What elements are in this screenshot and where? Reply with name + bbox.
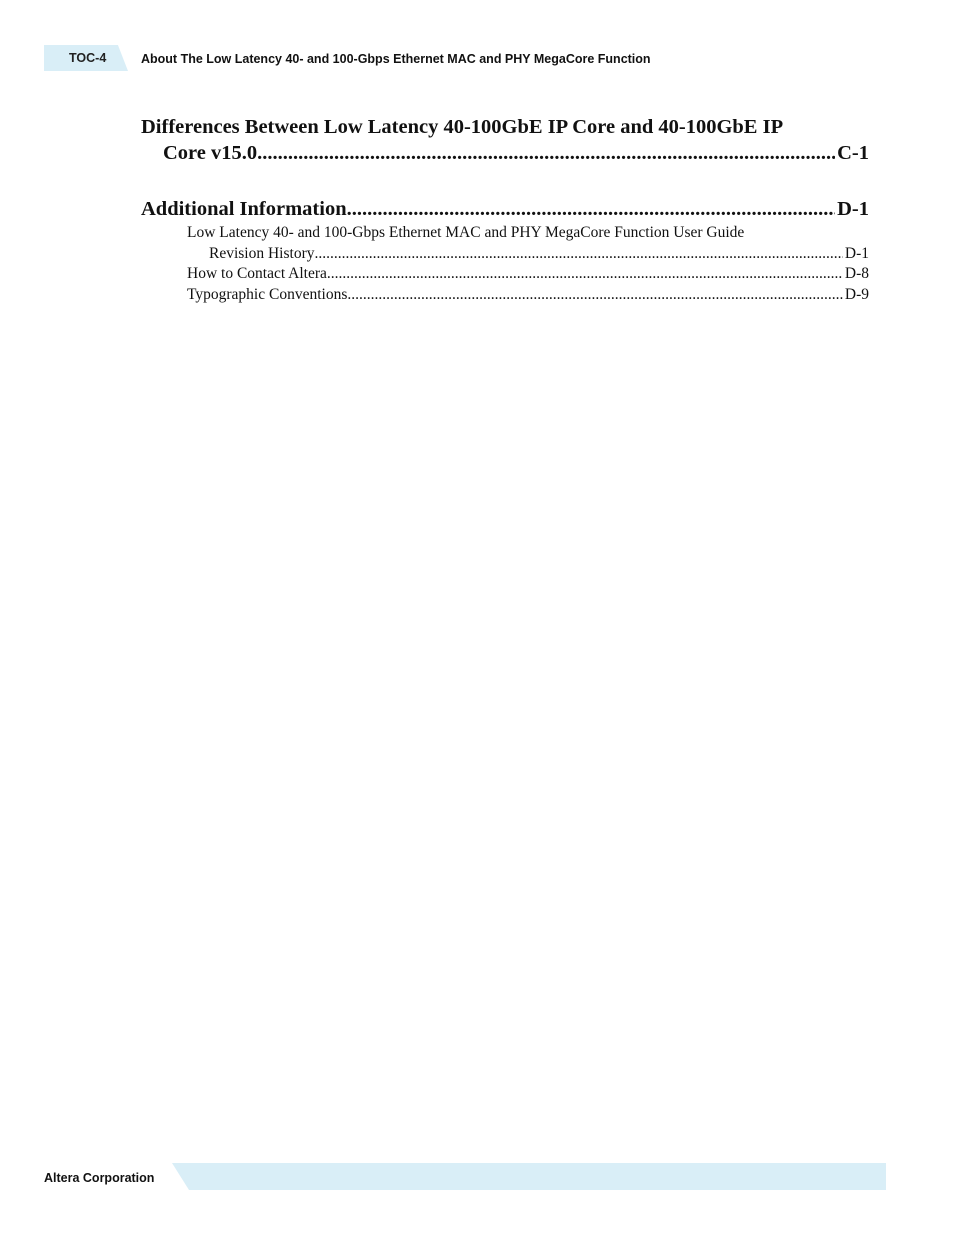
footer-company: Altera Corporation xyxy=(44,1171,155,1185)
toc-section-page: D-9 xyxy=(844,285,869,303)
dot-leader xyxy=(327,264,843,285)
toc-section-page: D-1 xyxy=(844,244,869,262)
toc-chapter-c-title-line1: Differences Between Low Latency 40-100GbE IP Core and 40-100GbE IP xyxy=(141,116,784,138)
toc-section-title-line1: Low Latency 40- and 100-Gbps Ethernet MAC and PHY MegaCore Function User Guide xyxy=(187,224,745,241)
toc-section-page: D-8 xyxy=(844,265,869,282)
dot-leader xyxy=(315,244,843,265)
document-title: About The Low Latency 40- and 100-Gbps Ethernet MAC and PHY MegaCore Function xyxy=(141,52,651,66)
toc-chapter-c-title-line2: Core v15.0 xyxy=(163,142,258,164)
footer-bar xyxy=(172,1163,886,1190)
toc-chapter-c-page: C-1 xyxy=(837,142,869,164)
toc-chapter-d-sections xyxy=(141,223,869,305)
toc-section-title: How to Contact Altera xyxy=(187,265,327,282)
toc-chapter-d-title: Additional Information xyxy=(141,198,347,220)
dot-leader xyxy=(347,196,836,222)
toc-section-title-line2: Revision History xyxy=(209,244,315,262)
dot-leader xyxy=(347,285,843,306)
toc-section-typographic-conventions[interactable] xyxy=(187,285,869,306)
toc-chapter-d[interactable] xyxy=(141,196,869,222)
toc-section-title: Typographic Conventions xyxy=(187,285,348,303)
toc-page-label: TOC-4 xyxy=(69,51,107,65)
toc-section-contact-altera[interactable] xyxy=(187,264,869,285)
toc-section-revision-history[interactable] xyxy=(187,223,869,264)
toc-chapter-d-page: D-1 xyxy=(837,198,869,220)
dot-leader xyxy=(257,140,835,166)
toc-chapter-c[interactable] xyxy=(141,114,869,166)
